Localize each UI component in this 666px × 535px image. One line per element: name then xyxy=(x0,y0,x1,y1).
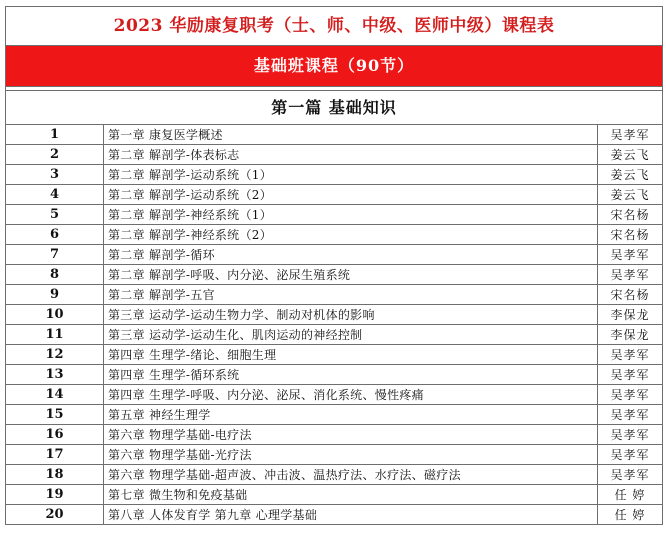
course-name: 第二章 解剖学-神经系统（2） xyxy=(104,225,598,245)
teacher-name: 吴孝军 xyxy=(598,385,663,405)
table-row xyxy=(6,145,662,165)
table-row xyxy=(6,505,662,525)
teacher-name: 宋名杨 xyxy=(598,225,663,245)
section-title: 第一篇 基础知识 xyxy=(6,91,662,125)
lesson-number: 1 xyxy=(6,125,104,145)
course-table xyxy=(6,125,662,524)
table-row xyxy=(6,285,662,305)
table-row xyxy=(6,205,662,225)
course-name: 第六章 物理学基础-超声波、冲击波、温热疗法、水疗法、磁疗法 xyxy=(104,465,598,485)
teacher-name: 姜云飞 xyxy=(598,185,663,205)
table-row xyxy=(6,345,662,365)
course-name: 第六章 物理学基础-光疗法 xyxy=(104,445,598,465)
lesson-number: 5 xyxy=(6,205,104,225)
course-name: 第五章 神经生理学 xyxy=(104,405,598,425)
lesson-number: 12 xyxy=(6,345,104,365)
lesson-number: 14 xyxy=(6,385,104,405)
course-name: 第二章 解剖学-呼吸、内分泌、泌尿生殖系统 xyxy=(104,265,598,285)
lesson-number: 20 xyxy=(6,505,104,525)
lesson-number: 6 xyxy=(6,225,104,245)
teacher-name: 姜云飞 xyxy=(598,165,663,185)
course-name: 第八章 人体发育学 第九章 心理学基础 xyxy=(104,505,598,525)
course-name: 第七章 微生物和免疫基础 xyxy=(104,485,598,505)
schedule-sheet xyxy=(5,6,663,525)
course-name: 第六章 物理学基础-电疗法 xyxy=(104,425,598,445)
lesson-number: 18 xyxy=(6,465,104,485)
table-row xyxy=(6,385,662,405)
table-row xyxy=(6,405,662,425)
course-name: 第二章 解剖学-五官 xyxy=(104,285,598,305)
teacher-name: 姜云飞 xyxy=(598,145,663,165)
table-row xyxy=(6,325,662,345)
class-header: 基础班课程（90节） xyxy=(6,46,662,87)
course-name: 第四章 生理学-循环系统 xyxy=(104,365,598,385)
lesson-number: 3 xyxy=(6,165,104,185)
lesson-number: 16 xyxy=(6,425,104,445)
teacher-name: 吴孝军 xyxy=(598,465,663,485)
teacher-name: 吴孝军 xyxy=(598,125,663,145)
table-row xyxy=(6,465,662,485)
table-row xyxy=(6,245,662,265)
teacher-name: 李保龙 xyxy=(598,305,663,325)
table-row xyxy=(6,165,662,185)
lesson-number: 15 xyxy=(6,405,104,425)
course-name: 第三章 运动学-运动生化、肌肉运动的神经控制 xyxy=(104,325,598,345)
course-name: 第二章 解剖学-循环 xyxy=(104,245,598,265)
teacher-name: 宋名杨 xyxy=(598,205,663,225)
table-row xyxy=(6,365,662,385)
lesson-number: 13 xyxy=(6,365,104,385)
lesson-number: 19 xyxy=(6,485,104,505)
table-row xyxy=(6,445,662,465)
table-row xyxy=(6,185,662,205)
teacher-name: 吴孝军 xyxy=(598,405,663,425)
lesson-number: 11 xyxy=(6,325,104,345)
table-row xyxy=(6,485,662,505)
page-title: 2023 华励康复职考（士、师、中级、医师中级）课程表 xyxy=(6,7,662,46)
teacher-name: 李保龙 xyxy=(598,325,663,345)
teacher-name: 吴孝军 xyxy=(598,365,663,385)
course-name: 第二章 解剖学-神经系统（1） xyxy=(104,205,598,225)
teacher-name: 吴孝军 xyxy=(598,425,663,445)
teacher-name: 吴孝军 xyxy=(598,265,663,285)
lesson-number: 8 xyxy=(6,265,104,285)
lesson-number: 10 xyxy=(6,305,104,325)
lesson-number: 7 xyxy=(6,245,104,265)
table-row xyxy=(6,265,662,285)
teacher-name: 任 婷 xyxy=(614,508,646,522)
teacher-name: 吴孝军 xyxy=(598,345,663,365)
table-row xyxy=(6,305,662,325)
lesson-number: 9 xyxy=(6,285,104,305)
table-row xyxy=(6,125,662,145)
lesson-number: 2 xyxy=(6,145,104,165)
table-row xyxy=(6,225,662,245)
course-name: 第三章 运动学-运动生物力学、制动对机体的影响 xyxy=(104,305,598,325)
teacher-name: 任 婷 xyxy=(598,485,663,505)
teacher-name: 吴孝军 xyxy=(598,445,663,465)
course-name: 第四章 生理学-绪论、细胞生理 xyxy=(104,345,598,365)
table-row xyxy=(6,425,662,445)
course-name: 第二章 解剖学-运动系统（1） xyxy=(104,165,598,185)
teacher-name: 宋名杨 xyxy=(598,285,663,305)
lesson-number: 4 xyxy=(6,185,104,205)
course-name: 第一章 康复医学概述 xyxy=(104,125,598,145)
course-name: 第二章 解剖学-体表标志 xyxy=(104,145,598,165)
course-name: 第四章 生理学-呼吸、内分泌、泌尿、消化系统、慢性疼痛 xyxy=(104,385,598,405)
course-name: 第二章 解剖学-运动系统（2） xyxy=(104,185,598,205)
teacher-name: 吴孝军 xyxy=(598,245,663,265)
lesson-number: 17 xyxy=(6,445,104,465)
